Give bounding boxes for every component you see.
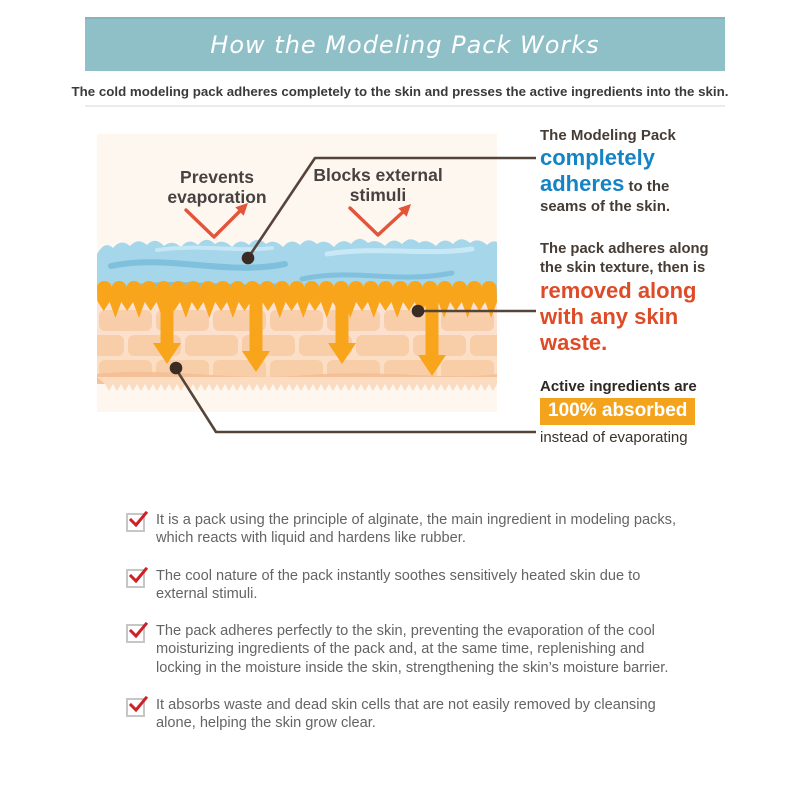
checklist-item — [126, 696, 736, 733]
annotation-removal-highlight-line3: waste. — [540, 330, 608, 355]
checklist-item-text: It absorbs waste and dead skin cells that are not easily removed by cleansing alone, helping the skin grow clear. — [156, 697, 656, 732]
checkbox-checked-icon — [126, 698, 145, 717]
highlight-100-absorbed: 100% absorbed — [540, 398, 695, 425]
checkbox-checked-icon — [126, 624, 145, 643]
checklist-item-text: The pack adheres perfectly to the skin, preventing the evaporation of the cool moisturizing ingredients of the pack and, at the same time, replenishing and locking in the moisture inside the skin, strengthening the skin’s moisture barrier. — [156, 623, 669, 676]
skin-diagram-panel — [97, 134, 497, 412]
annotation-absorption-outro: instead of evaporating — [540, 429, 688, 446]
annotation-adhesion — [540, 126, 730, 216]
checkbox-checked-icon — [126, 513, 145, 532]
label-blocks-external-stimuli: Blocks external — [313, 165, 443, 185]
checklist-item — [126, 622, 736, 677]
annotation-absorption — [540, 377, 730, 447]
label-prevents-evaporation: Prevents — [180, 167, 254, 187]
annotation-adhesion-outro: seams of the skin. — [540, 198, 671, 215]
page-title: How the Modeling Pack Works — [210, 31, 600, 59]
annotation-removal — [540, 240, 730, 356]
skin-illustration — [97, 134, 497, 412]
checklist-item-text: The cool nature of the pack instantly soothes sensitively heated skin due to external stimuli. — [156, 567, 641, 602]
checklist — [126, 511, 736, 752]
annotation-adhesion-intro: The Modeling Pack — [540, 127, 676, 144]
checkbox-checked-icon — [126, 569, 145, 588]
annotation-adhesion-after: to the — [624, 178, 670, 195]
divider — [85, 105, 725, 107]
label-prevents-evaporation-line2: evaporation — [167, 187, 267, 207]
header-banner — [85, 17, 725, 71]
checklist-item — [126, 567, 736, 604]
annotation-removal-intro-line2: the skin texture, then is — [540, 260, 706, 276]
annotation-adhesion-highlight-line2: adheres — [540, 171, 625, 196]
annotation-removal-intro: The pack adheres along — [540, 241, 709, 257]
annotation-removal-highlight: removed along — [540, 278, 697, 303]
annotation-removal-highlight-line2: with any skin — [540, 304, 679, 329]
annotation-absorption-intro: Active ingredients are — [540, 378, 697, 395]
checklist-item-text: It is a pack using the principle of alginate, the main ingredient in modeling packs, which reacts with liquid and hardens like rubber. — [156, 512, 677, 547]
annotation-adhesion-highlight: completely — [540, 145, 655, 170]
subtitle: The cold modeling pack adheres completely to the skin and presses the active ingredients into the skin. — [71, 84, 729, 99]
label-blocks-external-stimuli-line2: stimuli — [349, 185, 407, 205]
checklist-item — [126, 511, 736, 548]
